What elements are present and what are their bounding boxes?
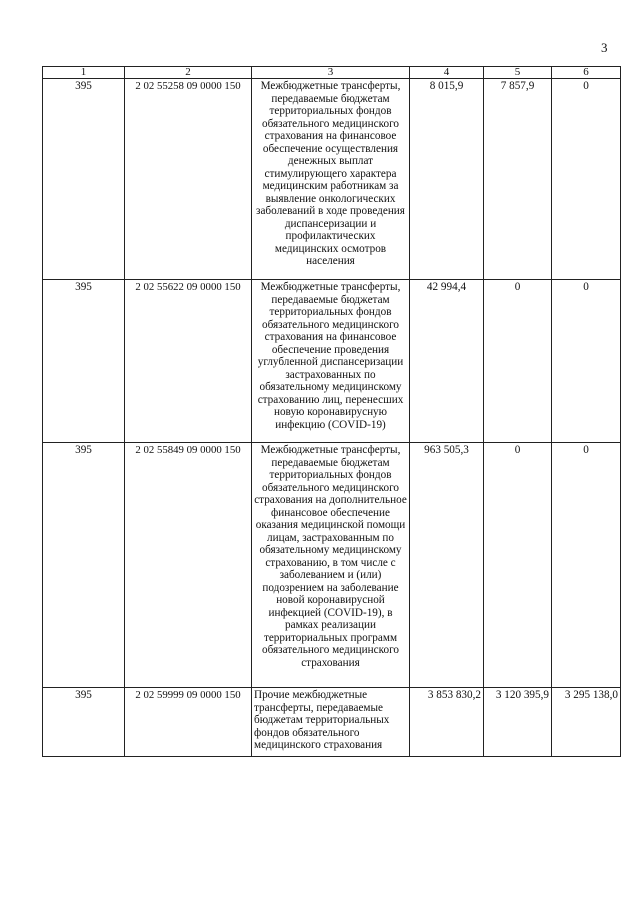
revenue-name-cell: Прочие межбюджетные трансферты, передаваемые бюджетам территориальных фондов обязательного медицинского страхования	[252, 688, 410, 757]
column-number-4: 4	[410, 67, 484, 79]
amount-cell-col6: 3 295 138,0	[552, 688, 621, 757]
amount-cell-col5: 7 857,9	[484, 79, 552, 280]
admin-code-cell: 395	[43, 443, 125, 688]
amount-cell-col4: 3 853 830,2	[410, 688, 484, 757]
admin-code-cell: 395	[43, 79, 125, 280]
column-number-row	[43, 67, 621, 79]
amount-cell-col5: 0	[484, 443, 552, 688]
table-row	[43, 79, 621, 280]
admin-code-cell: 395	[43, 688, 125, 757]
amount-cell-col4: 963 505,3	[410, 443, 484, 688]
table-row	[43, 688, 621, 757]
budget-code-cell: 2 02 59999 09 0000 150	[125, 688, 252, 757]
amount-cell-col5: 3 120 395,9	[484, 688, 552, 757]
admin-code-cell: 395	[43, 280, 125, 443]
amount-cell-col6: 0	[552, 79, 621, 280]
column-number-2: 2	[125, 67, 252, 79]
amount-cell-col6: 0	[552, 443, 621, 688]
column-number-5: 5	[484, 67, 552, 79]
revenue-name-cell: Межбюджетные трансферты, передаваемые бюджетам территориальных фондов обязательного медицинского страхования на финансовое обеспечение осуществления денежных выплат стимулирующего характера медицинским работникам за выявление онкологических заболеваний в ходе проведения диспансеризации и профилактических медицинских осмотров населения	[252, 79, 410, 280]
amount-cell-col4: 42 994,4	[410, 280, 484, 443]
budget-code-cell: 2 02 55849 09 0000 150	[125, 443, 252, 688]
amount-cell-col5: 0	[484, 280, 552, 443]
revenue-name-cell: Межбюджетные трансферты, передаваемые бюджетам территориальных фондов обязательного медицинского страхования на финансовое обеспечение проведения углубленной диспансеризации застрахованных по обязательному медицинскому страхованию лиц, перенесших новую коронавирусную инфекцию (COVID-19)	[252, 280, 410, 443]
column-number-6: 6	[552, 67, 621, 79]
page-number: 3	[601, 40, 608, 55]
budget-table	[42, 66, 621, 757]
budget-code-cell: 2 02 55258 09 0000 150	[125, 79, 252, 280]
amount-cell-col6: 0	[552, 280, 621, 443]
table-row	[43, 280, 621, 443]
budget-code-cell: 2 02 55622 09 0000 150	[125, 280, 252, 443]
amount-cell-col4: 8 015,9	[410, 79, 484, 280]
revenue-name-cell: Межбюджетные трансферты, передаваемые бюджетам территориальных фондов обязательного медицинского страхования на дополнительное финансовое обеспечение оказания медицинской помощи лицам, застрахованным по обязательному медицинскому страхованию, в том числе с заболеванием и (или) подозрением на заболевание новой коронавирусной инфекцией (COVID-19), в рамках реализации территориальных программ обязательного медицинского страхования	[252, 443, 410, 688]
column-number-3: 3	[252, 67, 410, 79]
table-row	[43, 443, 621, 688]
column-number-1: 1	[43, 67, 125, 79]
